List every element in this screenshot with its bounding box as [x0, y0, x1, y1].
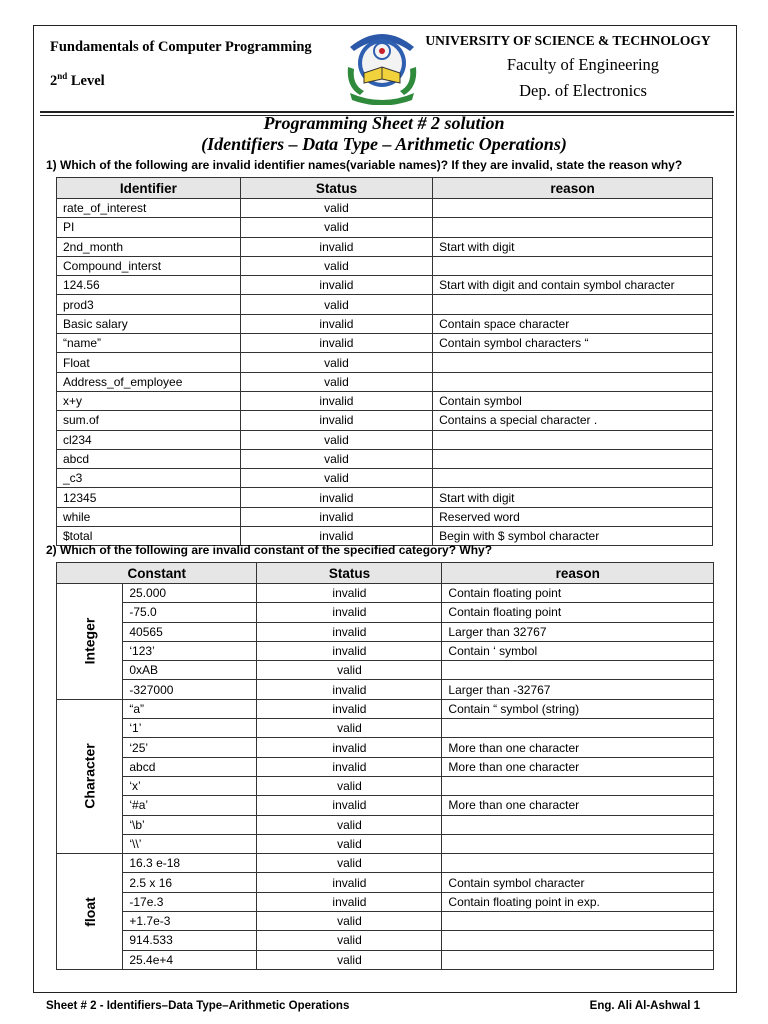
reason-cell: [433, 218, 713, 237]
status-cell: valid: [257, 834, 442, 853]
identifier-cell: sum.of: [57, 411, 241, 430]
reason-cell: Contain symbol: [433, 391, 713, 410]
status-cell: invalid: [240, 314, 432, 333]
table-row: [57, 334, 713, 353]
reason-cell: Contain ‘ symbol: [442, 641, 714, 660]
reason-cell: Larger than 32767: [442, 622, 714, 641]
status-cell: invalid: [257, 892, 442, 911]
reason-cell: More than one character: [442, 757, 714, 776]
reason-cell: Contain floating point: [442, 584, 714, 603]
reason-cell: Contains a special character .: [433, 411, 713, 430]
category-label: Character: [81, 743, 98, 810]
course-title: Fundamentals of Computer Programming: [50, 39, 312, 55]
status-cell: valid: [257, 931, 442, 950]
reason-cell: [442, 912, 714, 931]
identifier-cell: PI: [57, 218, 241, 237]
table-row: [57, 391, 713, 410]
table-row: [57, 411, 713, 430]
reason-cell: More than one character: [442, 738, 714, 757]
table-row: [57, 873, 714, 892]
constant-cell: ‘1’: [123, 719, 257, 738]
reason-cell: [442, 719, 714, 738]
reason-cell: [442, 776, 714, 795]
reason-cell: Contain floating point in exp.: [442, 892, 714, 911]
table-row: [57, 950, 714, 969]
constant-cell: ‘x’: [123, 776, 257, 795]
table-row: [57, 796, 714, 815]
column-header-status: Status: [240, 178, 432, 199]
status-cell: invalid: [240, 276, 432, 295]
status-cell: valid: [240, 372, 432, 391]
level-superscript: nd: [57, 71, 68, 82]
table-row: [57, 699, 714, 718]
constant-cell: -327000: [123, 680, 257, 699]
category-cell: [57, 699, 123, 853]
identifiers-table: [56, 177, 713, 546]
reason-cell: Larger than -32767: [442, 680, 714, 699]
question-2: 2) Which of the following are invalid constant of the specified category? Why?: [46, 543, 493, 557]
table-row: [57, 295, 713, 314]
status-cell: invalid: [257, 603, 442, 622]
status-cell: invalid: [257, 796, 442, 815]
status-cell: valid: [257, 815, 442, 834]
table-row: [57, 372, 713, 391]
status-cell: invalid: [257, 584, 442, 603]
table-row: [57, 815, 714, 834]
category-cell: [57, 854, 123, 970]
reason-cell: [433, 372, 713, 391]
identifier-cell: prod3: [57, 295, 241, 314]
reason-cell: [433, 256, 713, 275]
constant-cell: ‘123’: [123, 641, 257, 660]
table-row: [57, 680, 714, 699]
reason-cell: [442, 815, 714, 834]
constant-cell: “a”: [123, 699, 257, 718]
table-row: [57, 661, 714, 680]
status-cell: valid: [257, 661, 442, 680]
table-row: [57, 757, 714, 776]
table-row: [57, 854, 714, 873]
category-label: float: [81, 896, 98, 927]
identifier-cell: while: [57, 507, 241, 526]
reason-cell: [433, 199, 713, 218]
identifier-cell: Compound_interst: [57, 256, 241, 275]
table-row: [57, 584, 714, 603]
identifier-cell: $total: [57, 527, 241, 546]
faculty-name: Faculty of Engineering: [506, 55, 660, 74]
column-header-status: Status: [257, 563, 442, 584]
reason-cell: [433, 449, 713, 468]
status-cell: valid: [240, 449, 432, 468]
table-row: [57, 738, 714, 757]
reason-cell: Contain floating point: [442, 603, 714, 622]
reason-cell: [433, 469, 713, 488]
institution-block: [408, 33, 728, 101]
table-row: [57, 719, 714, 738]
status-cell: valid: [240, 295, 432, 314]
sheet-title: Programming Sheet # 2 solution: [263, 113, 505, 133]
status-cell: invalid: [257, 622, 442, 641]
sheet-subtitle: (Identifiers – Data Type – Arithmetic Operations): [201, 134, 567, 154]
identifier-cell: “name”: [57, 334, 241, 353]
column-header-identifier: Identifier: [57, 178, 241, 199]
level-word: Level: [67, 73, 105, 89]
constant-cell: ‘#a’: [123, 796, 257, 815]
constant-cell: abcd: [123, 757, 257, 776]
footer-author: Eng. Ali Al-Ashwal 1: [589, 1000, 700, 1012]
table-row: [57, 776, 714, 795]
table-row: [57, 834, 714, 853]
identifier-cell: rate_of_interest: [57, 199, 241, 218]
identifier-cell: abcd: [57, 449, 241, 468]
category-label: Integer: [81, 618, 98, 665]
table-row: [57, 892, 714, 911]
table-row: [57, 276, 713, 295]
constant-cell: 914.533: [123, 931, 257, 950]
table-row: [57, 449, 713, 468]
reason-cell: [442, 834, 714, 853]
identifier-cell: _c3: [57, 469, 241, 488]
column-header-reason: reason: [442, 563, 714, 584]
table-row: [57, 237, 713, 256]
table-row: [57, 469, 713, 488]
department-name: Dep. of Electronics: [519, 81, 647, 100]
level-number: 2: [50, 73, 58, 89]
identifier-cell: Basic salary: [57, 314, 241, 333]
status-cell: valid: [240, 469, 432, 488]
status-cell: valid: [240, 430, 432, 449]
constant-cell: 40565: [123, 622, 257, 641]
status-cell: invalid: [240, 527, 432, 546]
identifier-cell: Float: [57, 353, 241, 372]
constant-cell: +1.7e-3: [123, 912, 257, 931]
reason-cell: Contain symbol characters “: [433, 334, 713, 353]
status-cell: invalid: [257, 680, 442, 699]
status-cell: valid: [240, 353, 432, 372]
reason-cell: Contain symbol character: [442, 873, 714, 892]
status-cell: valid: [240, 218, 432, 237]
status-cell: invalid: [240, 488, 432, 507]
table-row: [57, 430, 713, 449]
table-row: [57, 507, 713, 526]
status-cell: invalid: [257, 641, 442, 660]
table-row: [57, 256, 713, 275]
status-cell: invalid: [257, 873, 442, 892]
constant-cell: -75.0: [123, 603, 257, 622]
identifier-cell: 124.56: [57, 276, 241, 295]
status-cell: valid: [257, 854, 442, 873]
identifier-cell: x+y: [57, 391, 241, 410]
status-cell: valid: [240, 199, 432, 218]
footer-sheet-label: Sheet # 2 - Identifiers–Data Type–Arithmetic Operations: [46, 1000, 350, 1012]
column-header-constant: Constant: [57, 563, 257, 584]
status-cell: invalid: [240, 507, 432, 526]
constant-cell: 16.3 e-18: [123, 854, 257, 873]
reason-cell: Contain space character: [433, 314, 713, 333]
reason-cell: [442, 931, 714, 950]
status-cell: invalid: [240, 411, 432, 430]
constant-cell: 25.000: [123, 584, 257, 603]
reason-cell: Start with digit: [433, 488, 713, 507]
table-row: [57, 641, 714, 660]
reason-cell: [433, 430, 713, 449]
table-row: [57, 931, 714, 950]
status-cell: invalid: [257, 699, 442, 718]
table-row: [57, 314, 713, 333]
status-cell: invalid: [240, 334, 432, 353]
reason-cell: More than one character: [442, 796, 714, 815]
table-row: [57, 218, 713, 237]
column-header-reason: reason: [433, 178, 713, 199]
reason-cell: [442, 854, 714, 873]
reason-cell: Reserved word: [433, 507, 713, 526]
reason-cell: [442, 661, 714, 680]
reason-cell: Begin with $ symbol character: [433, 527, 713, 546]
constant-cell: 0xAB: [123, 661, 257, 680]
status-cell: invalid: [257, 757, 442, 776]
status-cell: invalid: [240, 391, 432, 410]
reason-cell: Start with digit: [433, 237, 713, 256]
status-cell: valid: [257, 950, 442, 969]
status-cell: invalid: [240, 237, 432, 256]
status-cell: valid: [257, 719, 442, 738]
reason-cell: [433, 353, 713, 372]
reason-cell: [442, 950, 714, 969]
constant-cell: ‘\\’: [123, 834, 257, 853]
table-row: [57, 199, 713, 218]
table-row: [57, 353, 713, 372]
constant-cell: -17e.3: [123, 892, 257, 911]
constants-table: [56, 562, 714, 970]
status-cell: valid: [257, 912, 442, 931]
identifier-cell: 2nd_month: [57, 237, 241, 256]
level-label: [50, 73, 105, 90]
status-cell: valid: [240, 256, 432, 275]
table-row: [57, 488, 713, 507]
constant-cell: ‘\b’: [123, 815, 257, 834]
constant-cell: 25.4e+4: [123, 950, 257, 969]
reason-cell: [433, 295, 713, 314]
reason-cell: Start with digit and contain symbol character: [433, 276, 713, 295]
reason-cell: Contain “ symbol (string): [442, 699, 714, 718]
table-header-row: [57, 178, 713, 199]
constant-cell: 2.5 x 16: [123, 873, 257, 892]
identifier-cell: 12345: [57, 488, 241, 507]
status-cell: invalid: [257, 738, 442, 757]
question-1: 1) Which of the following are invalid identifier names(variable names)? If they are invalid, state the reason why?: [46, 158, 683, 172]
table-row: [57, 912, 714, 931]
university-name: UNIVERSITY OF SCIENCE & TECHNOLOGY: [425, 33, 711, 48]
category-cell: [57, 584, 123, 700]
table-row: [57, 622, 714, 641]
table-row: [57, 603, 714, 622]
identifier-cell: cl234: [57, 430, 241, 449]
table-header-row: [57, 563, 714, 584]
status-cell: valid: [257, 776, 442, 795]
identifier-cell: Address_of_employee: [57, 372, 241, 391]
constant-cell: ‘25’: [123, 738, 257, 757]
